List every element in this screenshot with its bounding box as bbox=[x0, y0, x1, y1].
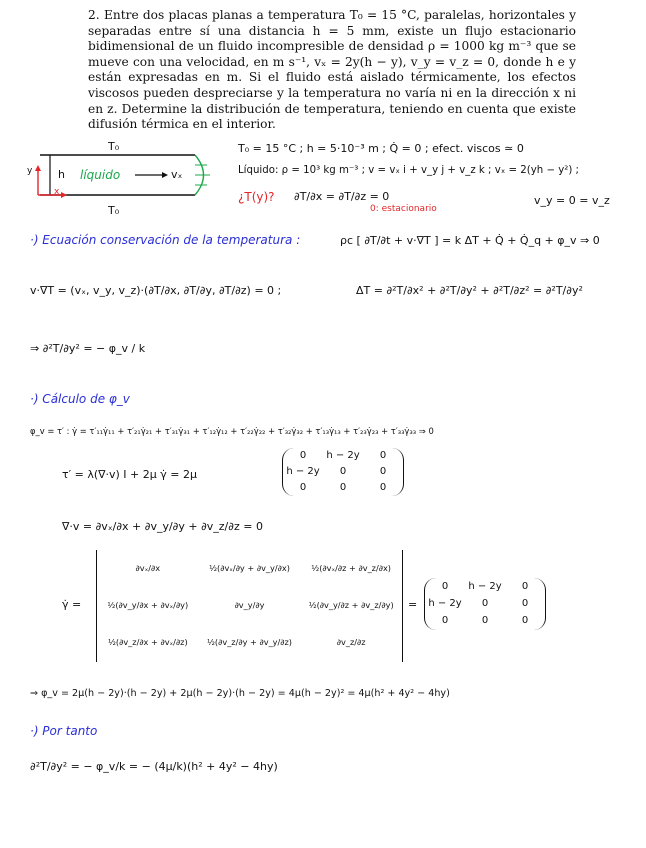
laplacian-equation: ΔT = ∂²T/∂x² + ∂²T/∂y² + ∂²T/∂z² = ∂²T/∂y² bbox=[356, 284, 583, 297]
gamma-result-cell: h − 2y bbox=[428, 598, 462, 609]
problem-number: 2. bbox=[88, 8, 100, 22]
tau-cell: h − 2y bbox=[326, 450, 360, 461]
gamma-result-cell: 0 bbox=[481, 598, 489, 609]
gamma-cell: ½(∂v_z/∂y + ∂v_y/∂z) bbox=[206, 637, 292, 647]
vx-label: vₓ bbox=[171, 168, 183, 181]
gamma-result-cell: 0 bbox=[521, 598, 529, 609]
final-equation: ∂²T/∂y² = − φ_v/k = − (4μ/k)(h² + 4y² − 4hy) bbox=[30, 760, 278, 773]
result-1: ⇒ ∂²T/∂y² = − φ_v / k bbox=[30, 342, 146, 355]
gamma-cell: ½(∂v_z/∂x + ∂vₓ/∂z) bbox=[107, 637, 188, 647]
gamma-cell: ½(∂vₓ/∂z + ∂v_z/∂x) bbox=[311, 563, 391, 573]
gamma-cell: ∂v_z/∂z bbox=[336, 637, 366, 647]
tau-matrix bbox=[282, 448, 404, 496]
tau-cell: 0 bbox=[339, 466, 347, 477]
tau-eq: τ′ = λ(∇·v) I + 2μ γ̇ = 2μ bbox=[62, 468, 197, 481]
gamma-cell: ∂vₓ/∂x bbox=[135, 563, 161, 573]
h-label: h bbox=[58, 168, 65, 181]
tau-cell: 0 bbox=[299, 482, 307, 493]
energy-equation: ρc [ ∂T/∂t + v·∇T ] = k ΔT + Q̇ + Q̇_q + φ_v ⇒ 0 bbox=[340, 234, 600, 247]
gamma-result-cell: 0 bbox=[441, 581, 449, 592]
y-axis-label: y bbox=[27, 166, 33, 176]
problem-text: Entre dos placas planas a temperatura T₀ = 15 °C, paralelas, horizontales y separadas entre sí una distancia h = 5 mm, existe un flujo estacionario bidimensional de un fluido incompresible de densidad ρ = 1000 kg m⁻³ que se mueve con una velocidad, en m s⁻¹, vₓ = 2y(h − y), v_y = v_z = 0, donde h e y están expresadas en m. Si el fluido está aislado térmicamente, los efectos viscosos pueden despreciarse y la temperatura no varía ni en la dirección x ni en z. Determine la distribución de temperatura, teniendo en cuenta que existe difusión térmica en el interior. bbox=[88, 8, 576, 132]
phi-sum-eq: φ_v = τ′ : γ̇ = τ′₁₁γ̇₁₁ + τ′₂₁γ̇₂₁ + τ′₃₁γ̇₃₁ + τ′₁₂γ̇₁₂ + τ′₂₂γ̇₂₂ + τ′₃₂γ̇₃₂ + τ′₁₃γ̇₁₃ + τ′₂₃γ̇₂₃ + τ′₃₃γ̇₃₃ ⇒ 0 bbox=[30, 426, 434, 436]
tau-cell: 0 bbox=[339, 482, 347, 493]
gamma-result-matrix bbox=[424, 578, 546, 630]
stationary-note: 0: estacionario bbox=[370, 204, 437, 214]
liquid-label: líquido bbox=[80, 168, 121, 182]
tau-cell: 0 bbox=[379, 466, 387, 477]
given-line-1: T₀ = 15 °C ; h = 5·10⁻³ m ; Q̇ = 0 ; efect. viscos ≃ 0 bbox=[238, 142, 524, 155]
dissipation-heading: ·) Cálculo de φ_v bbox=[30, 392, 130, 406]
gamma-result-cell: 0 bbox=[521, 615, 529, 626]
convection-equation: v·∇T = (vₓ, v_y, v_z)·(∂T/∂x, ∂T/∂y, ∂T/∂z) = 0 ; bbox=[30, 284, 282, 297]
tau-cell: 0 bbox=[379, 450, 387, 461]
tau-cell: h − 2y bbox=[286, 466, 320, 477]
gamma-cell: ∂v_y/∂y bbox=[234, 600, 265, 610]
vy-vz-eq: v_y = 0 = v_z bbox=[534, 194, 610, 207]
gamma-matrix bbox=[96, 550, 403, 662]
t0-bottom-label: T₀ bbox=[108, 204, 120, 217]
gamma-cell: ½(∂vₓ/∂y + ∂v_y/∂x) bbox=[209, 563, 290, 573]
given-line-2: Líquido: ρ = 10³ kg m⁻³ ; v = vₓ i + v_y j + v_z k ; vₓ = 2(yh − y²) ; bbox=[238, 165, 579, 176]
gamma-cell: ½(∂v_y/∂z + ∂v_z/∂y) bbox=[308, 600, 394, 610]
gamma-result-cell: 0 bbox=[521, 581, 529, 592]
gamma-label: γ̇ = bbox=[62, 598, 82, 611]
gamma-result-cell: h − 2y bbox=[468, 581, 502, 592]
gamma-cell: ½(∂v_y/∂x + ∂vₓ/∂y) bbox=[107, 600, 189, 610]
energy-heading: ·) Ecuación conservación de la temperatura : bbox=[30, 233, 301, 247]
conclusion-heading: ·) Por tanto bbox=[30, 724, 98, 738]
tau-cell: 0 bbox=[379, 482, 387, 493]
x-axis-label: x bbox=[54, 187, 60, 197]
divergence-eq: ∇·v = ∂vₓ/∂x + ∂v_y/∂y + ∂v_z/∂z = 0 bbox=[62, 520, 263, 533]
gamma-result-cell: 0 bbox=[481, 615, 489, 626]
assumption-eq: ∂T/∂x = ∂T/∂z = 0 bbox=[294, 190, 390, 203]
gamma-result-cell: 0 bbox=[441, 615, 449, 626]
t0-top-label: T₀ bbox=[108, 140, 120, 153]
phi-result: ⇒ φ_v = 2μ(h − 2y)·(h − 2y) + 2μ(h − 2y)·(h − 2y) = 4μ(h − 2y)² = 4μ(h² + 4y² − 4hy) bbox=[30, 688, 450, 699]
tau-cell: 0 bbox=[299, 450, 307, 461]
page: 2. Entre dos placas planas a temperatura T₀ = 15 °C, paralelas, horizontales y separadas entre sí una distancia h = 5 mm, existe un flujo estacionario bidimensional de un fluido incompresible de densidad ρ = 1000 kg m⁻³ que se mueve con una velocidad, en m s⁻¹, vₓ = 2y(h − y), v_y = v_z = 0, donde h e y están expresadas en m. Si el fluido está aislado térmicamente, los efectos viscosos pueden despreciarse y la temperatura no varía ni en la dirección x ni en z. Determine la distribución de temperatura, teniendo en cuenta que existe difusión térmica en el interior. T₀ T₀ h líquido vₓ y x T₀ = 15 °C ; h = 5·10⁻³ m ; Q̇ = 0 ; efect. viscos ≃ 0 Líquido: ρ = 10³ kg m⁻³ ; v = vₓ i + v_y j + v_z k ; vₓ = 2(yh − y²) ; ¿T(y)? ∂T/∂x = ∂T/∂z = 0 v_y = 0 = v_z 0: estacionario ·) Ecuación conservación de la temperatura : ρc [ ∂T/∂t + v·∇T ] = k ΔT + Q̇ + Q̇_q + φ_v ⇒ 0 v·∇T = (vₓ, v_y, v_z)·(∂T/∂x, ∂T/∂y, ∂T/∂z) = 0 ; ΔT = ∂²T/∂x² + ∂²T/∂y² + ∂²T/∂z² = ∂²T/∂y² ⇒ ∂²T/∂y² = − φ_v / k ·) Cálculo de φ_v φ_v = τ′ : γ̇ = τ′₁₁γ̇₁₁ + τ′₂₁γ̇₂₁ + τ′₃₁γ̇₃₁ + τ′₁₂γ̇₁₂ + τ′₂₂γ̇₂₂ + τ′₃₂γ̇₃₂ + τ′₁₃γ̇₁₃ + τ′₂₃γ̇₂₃ + τ′₃₃γ̇₃₃ ⇒ 0 τ′ = λ(∇·v) I + 2μ γ̇ = 2μ 0 h − 2y 0 h − 2y 0 0 0 0 0 ∇·v = ∂vₓ/∂x + ∂v_y/∂y + ∂v_z/∂z = 0 γ̇ = ∂vₓ/∂x ½(∂vₓ/∂y + ∂v_y/∂x) ½(∂vₓ/∂z + ∂v_z/∂x) ½(∂v_y/∂x + ∂vₓ/∂y) ∂v_y/∂y ½(∂v_y/∂z + ∂v_z/∂y) ½(∂v_z/∂x + ∂vₓ/∂z) ½(∂v_z/∂y + ∂v_y/∂z) ∂v_z/∂z = 0 h − 2y 0 h − 2y 0 0 0 0 0 ⇒ φ_v = 2μ(h − 2y)·(h − 2y) + 2μ(h − 2y)·(h − 2y) = 4μ(h − 2y)² = 4μ(h² + 4y² − 4hy) ·) Por tanto ∂²T/∂y² = − φ_v/k = − (4μ/k)(h² + 4y² − 4hy) bbox=[27, 8, 610, 773]
question-label: ¿T(y)? bbox=[238, 190, 275, 204]
problem-statement bbox=[88, 8, 576, 133]
